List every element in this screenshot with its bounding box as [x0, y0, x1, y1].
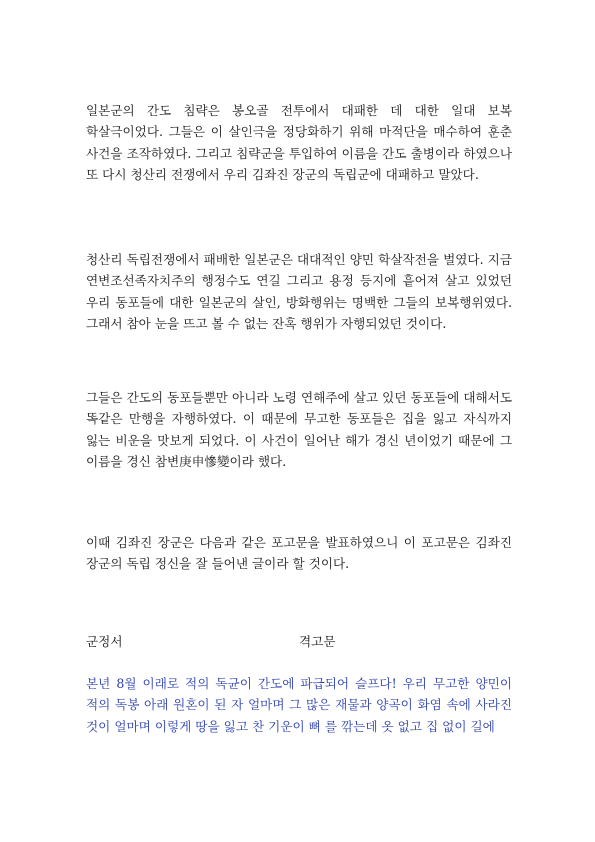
proclamation-text: 본년 8월 이래로 적의 독균이 간도에 파급되어 슬프다! 우리 무고한 양민이 적의 독봉 아래 원혼이 된 자 얼마며 그 많은 재물과 양곡이 화염 속에 사라진 것이 얼마며 이렇게 땅을 잃고 찬 기운이 뼈 를 깎는데 옷 없고 집 없이 길에 — [86, 676, 512, 734]
heading-proclamation-title: 격고문 — [299, 634, 336, 649]
paragraph-cheongsanri-massacre: 청산리 독립전쟁에서 패배한 일본군은 대대적인 양민 학살작전을 벌였다. 지금 연변조선족자치주의 행정수도 연길 그리고 용정 등지에 흩어져 살고 있었던 우리 동포들에 대한 일본군의 살인, 방화행위는 명백한 그들의 보복행위였다. 그래서 참아 눈을 뜨고 볼 수 없는 잔혹 행위가 자행되었던 것이다. — [86, 252, 512, 331]
heading-military-government: 군정서 — [86, 634, 123, 649]
paragraph-proclamation-intro: 이때 김좌진 장군은 다음과 같은 포고문을 발표하였으니 이 포고문은 김좌진 장군의 독립 정신을 잘 들어낸 글이라 할 것이다. — [86, 535, 512, 572]
proclamation-heading — [86, 632, 512, 652]
paragraph-gyeongsin-incident: 그들은 간도의 동포들뿐만 아니라 노령 연해주에 살고 있던 동포들에 대해서도 똑같은 만행을 자행하였다. 이 때문에 무고한 동포들은 집을 잃고 자식까지 잃는 비운을 맛보게 되었다. 이 사건이 일어난 해가 경신 년이었기 때문에 그 이름을 경신 참변庚申慘變이라 했다. — [86, 390, 512, 469]
paragraph-gando-invasion: 일본군의 간도 침략은 봉오골 전투에서 대패한 데 대한 일대 보복 학살극이었다. 그들은 이 살인극을 정당화하기 위해 마적단을 매수하여 훈춘 사건을 조작하였다. 그리고 침략군을 투입하여 이름을 간도 출병이라 하였으나 또 다시 청산리 전쟁에서 우리 김좌진 장군의 독립군에 대패하고 말았다. — [86, 103, 512, 182]
